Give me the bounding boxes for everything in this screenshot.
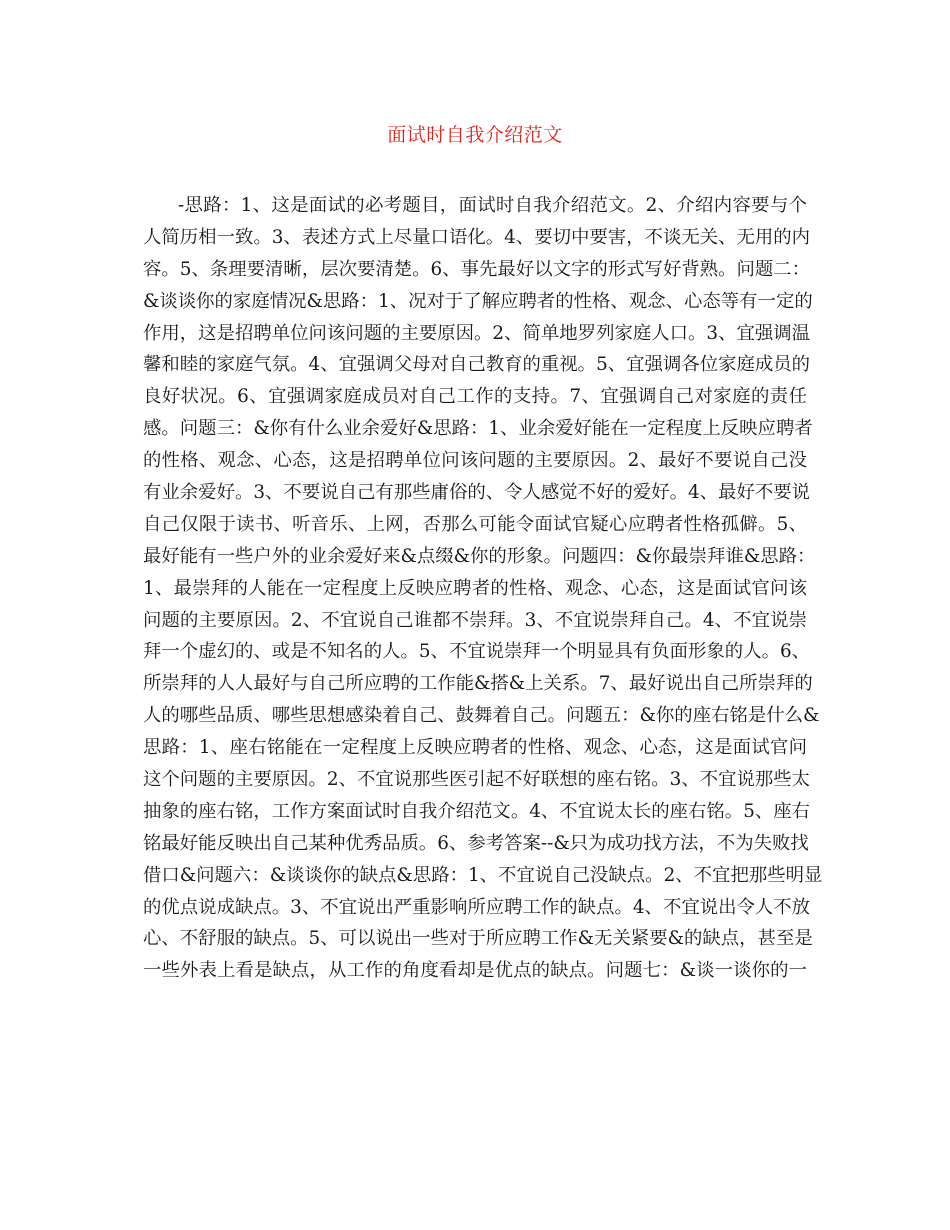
body-line: 1、最崇拜的人能在一定程度上反映应聘者的性格、观念、心态，这是面试官问该 — [143, 577, 807, 599]
body-line: 容。5、条理要清晰，层次要清楚。6、事先最好以文字的形式写好背熟。问题二： — [143, 258, 811, 280]
body-line: 馨和睦的家庭气氛。4、宜强调父母对自己教育的重视。5、宜强调各位家庭成员的 — [143, 354, 811, 376]
body-line: 感。问题三：&你有什么业余爱好&思路：1、业余爱好能在一定程度上反映应聘者 — [143, 418, 813, 440]
body-line: 铭最好能反映出自己某种优秀品质。6、参考答案--&只为成功找方法，不为失败找 — [143, 832, 809, 854]
body-line: 自己仅限于读书、听音乐、上网，否那么可能令面试官疑心应聘者性格孤僻。5、 — [143, 513, 807, 535]
body-line: 人的哪些品质、哪些思想感染着自己、鼓舞着自己。问题五：&你的座右铭是什么& — [143, 705, 820, 727]
body-line: 人简历相一致。3、表述方式上尽量口语化。4、要切中要害，不谈无关、无用的内 — [143, 226, 811, 248]
body-line: 问题的主要原因。2、不宜说自己谁都不崇拜。3、不宜说崇拜自己。4、不宜说崇 — [143, 609, 807, 631]
body-line: 最好能有一些户外的业余爱好来&点缀&你的形象。问题四：&你最崇拜谁&思路： — [143, 545, 816, 567]
body-line: 心、不舒服的缺点。5、可以说出一些对于所应聘工作&无关紧要&的缺点，甚至是 — [143, 928, 813, 950]
document-body — [143, 190, 823, 987]
body-line: 借口&问题六：&谈谈你的缺点&思路：1、不宜说自己没缺点。2、不宜把那些明显 — [143, 864, 823, 886]
body-line: 良好状况。6、宜强调家庭成员对自己工作的支持。7、宜强调自己对家庭的责任 — [143, 386, 807, 408]
body-line: 一些外表上看是缺点，从工作的角度看却是优点的缺点。问题七：&谈一谈你的一 — [143, 960, 807, 982]
body-line: 作用，这是招聘单位问该问题的主要原因。2、简单地罗列家庭人口。3、宜强调温 — [143, 322, 811, 344]
body-line: 抽象的座右铭，工作方案面试时自我介绍范文。4、不宜说太长的座右铭。5、座右 — [143, 800, 811, 822]
body-line: 思路：1、座右铭能在一定程度上反映应聘者的性格、观念、心态，这是面试官问 — [143, 737, 807, 759]
document-title: 面试时自我介绍范文 — [387, 124, 563, 146]
body-line: 有业余爱好。3、不要说自己有那些庸俗的、令人感觉不好的爱好。4、最好不要说 — [143, 482, 811, 504]
body-line: 这个问题的主要原因。2、不宜说那些医引起不好联想的座右铭。3、不宜说那些太 — [143, 769, 811, 791]
body-line: 的性格、观念、心态，这是招聘单位问该问题的主要原因。2、最好不要说自己没 — [143, 450, 807, 472]
body-line: 的优点说成缺点。3、不宜说出严重影响所应聘工作的缺点。4、不宜说出令人不放 — [143, 896, 811, 918]
body-line: &谈谈你的家庭情况&思路：1、况对于了解应聘者的性格、观念、心态等有一定的 — [143, 290, 813, 312]
body-line: -思路：1、这是面试的必考题目，面试时自我介绍范文。2、介绍内容要与个 — [178, 195, 807, 216]
body-line: 所崇拜的人人最好与自己所应聘的工作能&搭&上关系。7、最好说出自己所崇拜的 — [143, 673, 813, 695]
body-line: 拜一个虚幻的、或是不知名的人。5、不宜说崇拜一个明显具有负面形象的人。6、 — [143, 641, 811, 663]
